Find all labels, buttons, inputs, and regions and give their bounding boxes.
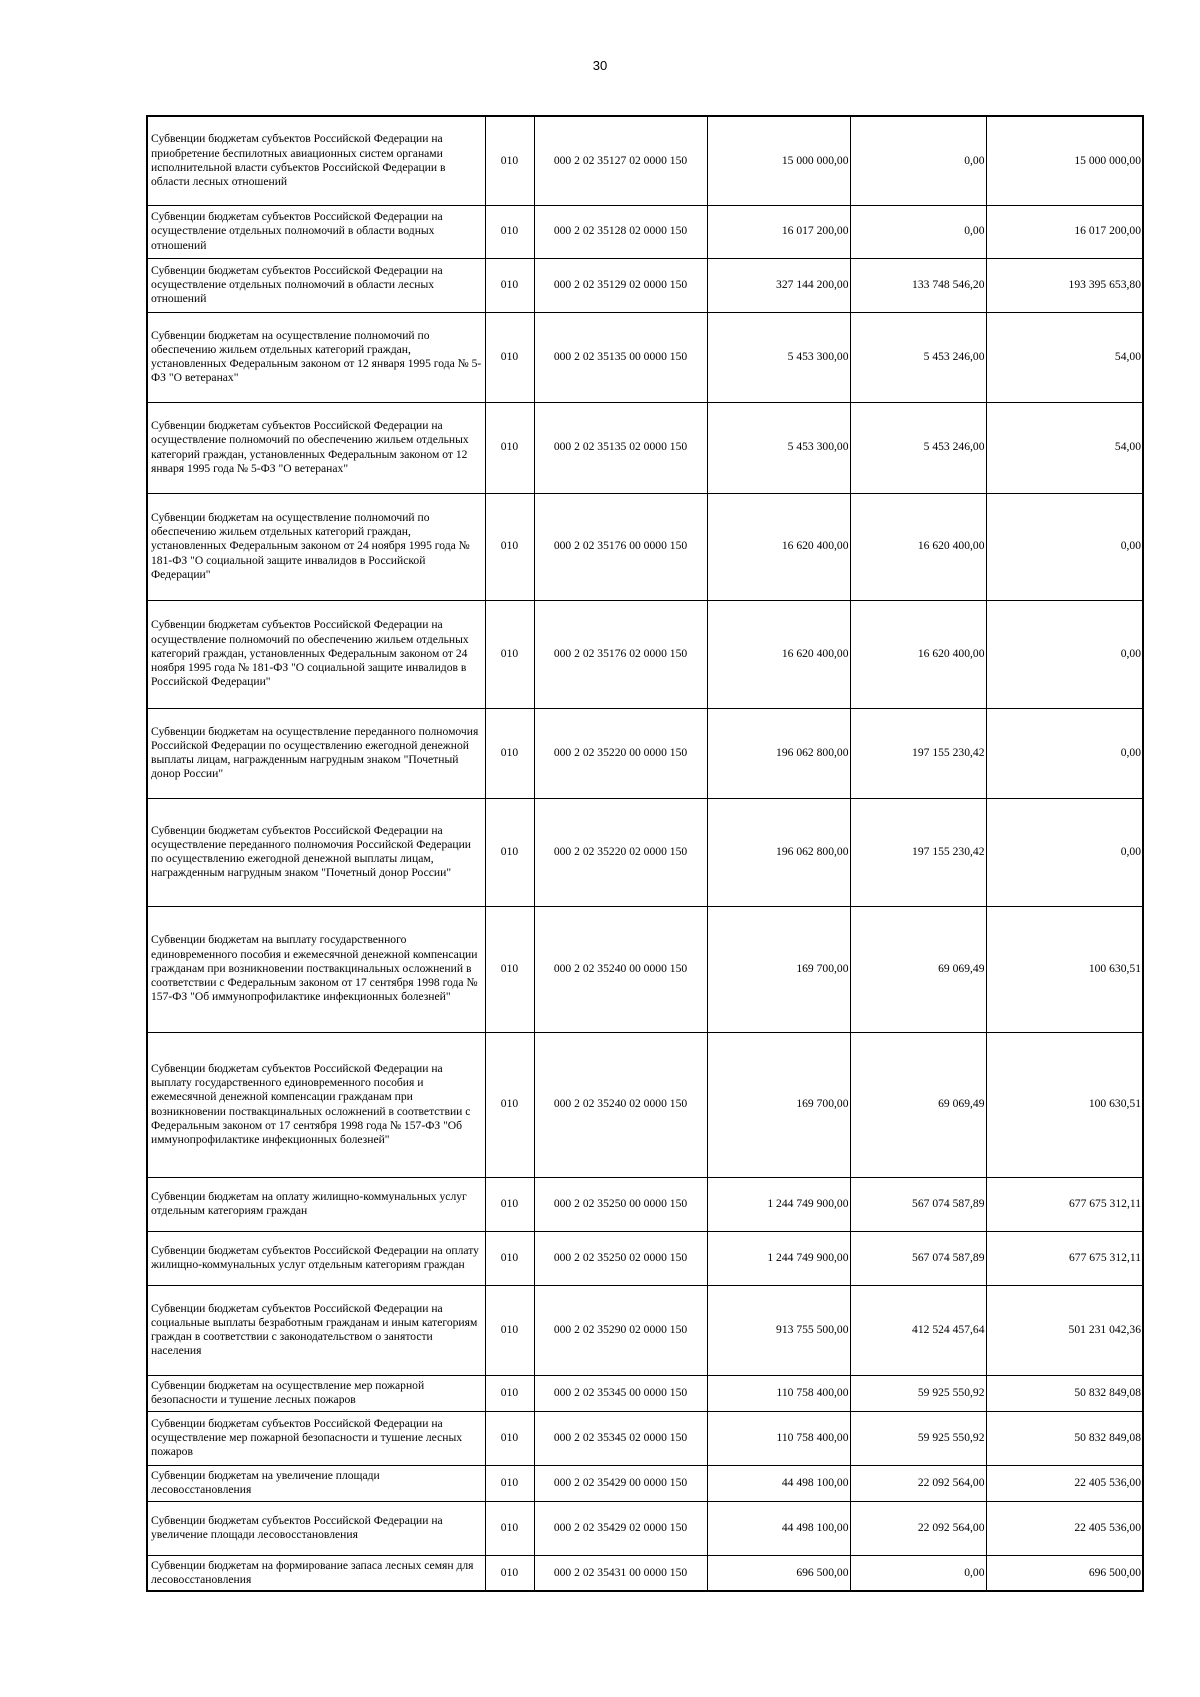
- budget-classification-code: 000 2 02 35429 02 0000 150: [534, 1501, 707, 1555]
- table-row: [147, 402, 1143, 493]
- approved-amount: 327 144 200,00: [707, 258, 850, 312]
- income-name: Субвенции бюджетам на оплату жилищно-коммунальных услуг отдельным категориям граждан: [147, 1177, 485, 1231]
- executed-amount: 412 524 457,64: [850, 1285, 986, 1375]
- income-name: Субвенции бюджетам субъектов Российской Федерации на осуществление отдельных полномочий в области водных отношений: [147, 205, 485, 258]
- budget-classification-code: 000 2 02 35240 00 0000 150: [534, 906, 707, 1032]
- admin-code: 010: [485, 312, 534, 402]
- approved-amount: 913 755 500,00: [707, 1285, 850, 1375]
- table-row: [147, 1501, 1143, 1555]
- income-name: Субвенции бюджетам на осуществление мер пожарной безопасности и тушение лесных пожаров: [147, 1375, 485, 1411]
- executed-amount: 59 925 550,92: [850, 1375, 986, 1411]
- remaining-amount: 54,00: [986, 312, 1143, 402]
- admin-code: 010: [485, 906, 534, 1032]
- remaining-amount: 696 500,00: [986, 1555, 1143, 1591]
- remaining-amount: 54,00: [986, 402, 1143, 493]
- budget-classification-code: 000 2 02 35128 02 0000 150: [534, 205, 707, 258]
- table-row: [147, 1231, 1143, 1285]
- executed-amount: 16 620 400,00: [850, 600, 986, 708]
- admin-code: 010: [485, 708, 534, 798]
- income-name: Субвенции бюджетам на осуществление полномочий по обеспечению жильем отдельных категорий граждан, установленных Федеральным законом от 12 января 1995 года № 5-ФЗ "О ветеранах": [147, 312, 485, 402]
- executed-amount: 197 155 230,42: [850, 798, 986, 906]
- income-name: Субвенции бюджетам субъектов Российской Федерации на осуществление полномочий по обеспечению жильем отдельных категорий граждан, установленных Федеральным законом от 24 ноября 1995 года № 181-ФЗ "О социальной защите инвалидов в Российской Федерации": [147, 600, 485, 708]
- executed-amount: 22 092 564,00: [850, 1501, 986, 1555]
- admin-code: 010: [485, 1177, 534, 1231]
- approved-amount: 16 620 400,00: [707, 600, 850, 708]
- table-row: [147, 708, 1143, 798]
- budget-classification-code: 000 2 02 35135 00 0000 150: [534, 312, 707, 402]
- approved-amount: 15 000 000,00: [707, 116, 850, 205]
- executed-amount: 197 155 230,42: [850, 708, 986, 798]
- table-row: [147, 493, 1143, 600]
- table-row: [147, 1375, 1143, 1411]
- approved-amount: 44 498 100,00: [707, 1501, 850, 1555]
- budget-classification-code: 000 2 02 35176 00 0000 150: [534, 493, 707, 600]
- budget-classification-code: 000 2 02 35250 00 0000 150: [534, 1177, 707, 1231]
- approved-amount: 1 244 749 900,00: [707, 1177, 850, 1231]
- remaining-amount: 16 017 200,00: [986, 205, 1143, 258]
- executed-amount: 0,00: [850, 205, 986, 258]
- budget-classification-code: 000 2 02 35129 02 0000 150: [534, 258, 707, 312]
- budget-classification-code: 000 2 02 35127 02 0000 150: [534, 116, 707, 205]
- remaining-amount: 0,00: [986, 493, 1143, 600]
- approved-amount: 110 758 400,00: [707, 1375, 850, 1411]
- table-row: [147, 798, 1143, 906]
- admin-code: 010: [485, 493, 534, 600]
- executed-amount: 69 069,49: [850, 906, 986, 1032]
- approved-amount: 169 700,00: [707, 1032, 850, 1177]
- budget-classification-code: 000 2 02 35135 02 0000 150: [534, 402, 707, 493]
- remaining-amount: 50 832 849,08: [986, 1375, 1143, 1411]
- table-row: [147, 116, 1143, 205]
- income-name: Субвенции бюджетам на увеличение площади лесовосстановления: [147, 1465, 485, 1501]
- executed-amount: 0,00: [850, 116, 986, 205]
- budget-classification-code: 000 2 02 35250 02 0000 150: [534, 1231, 707, 1285]
- table-row: [147, 600, 1143, 708]
- budget-classification-code: 000 2 02 35176 02 0000 150: [534, 600, 707, 708]
- executed-amount: 59 925 550,92: [850, 1411, 986, 1465]
- table-row: [147, 258, 1143, 312]
- executed-amount: 133 748 546,20: [850, 258, 986, 312]
- budget-classification-code: 000 2 02 35290 02 0000 150: [534, 1285, 707, 1375]
- budget-table-body: [147, 116, 1143, 1591]
- executed-amount: 22 092 564,00: [850, 1465, 986, 1501]
- approved-amount: 110 758 400,00: [707, 1411, 850, 1465]
- income-name: Субвенции бюджетам субъектов Российской Федерации на выплату государственного единовременного пособия и ежемесячной денежной компенсации гражданам при возникновении поствакцинальных осложнений в соответствии с Федеральным законом от 17 сентября 1998 года № 157-ФЗ "Об иммунопрофилактике инфекционных болезней": [147, 1032, 485, 1177]
- admin-code: 010: [485, 1555, 534, 1591]
- income-name: Субвенции бюджетам субъектов Российской Федерации на осуществление отдельных полномочий в области лесных отношений: [147, 258, 485, 312]
- approved-amount: 169 700,00: [707, 906, 850, 1032]
- approved-amount: 44 498 100,00: [707, 1465, 850, 1501]
- remaining-amount: 677 675 312,11: [986, 1177, 1143, 1231]
- executed-amount: 16 620 400,00: [850, 493, 986, 600]
- income-name: Субвенции бюджетам субъектов Российской Федерации на увеличение площади лесовосстановления: [147, 1501, 485, 1555]
- remaining-amount: 193 395 653,80: [986, 258, 1143, 312]
- approved-amount: 16 620 400,00: [707, 493, 850, 600]
- admin-code: 010: [485, 1231, 534, 1285]
- remaining-amount: 501 231 042,36: [986, 1285, 1143, 1375]
- income-name: Субвенции бюджетам на осуществление переданного полномочия Российской Федерации по осуществлению ежегодной денежной выплаты лицам, награжденным нагрудным знаком "Почетный донор России": [147, 708, 485, 798]
- remaining-amount: 100 630,51: [986, 906, 1143, 1032]
- income-name: Субвенции бюджетам на формирование запаса лесных семян для лесовосстановления: [147, 1555, 485, 1591]
- page-number: 30: [592, 58, 608, 73]
- table-row: [147, 1465, 1143, 1501]
- remaining-amount: 22 405 536,00: [986, 1465, 1143, 1501]
- admin-code: 010: [485, 1285, 534, 1375]
- approved-amount: 1 244 749 900,00: [707, 1231, 850, 1285]
- approved-amount: 196 062 800,00: [707, 798, 850, 906]
- budget-classification-code: 000 2 02 35431 00 0000 150: [534, 1555, 707, 1591]
- budget-classification-code: 000 2 02 35345 00 0000 150: [534, 1375, 707, 1411]
- table-row: [147, 1177, 1143, 1231]
- remaining-amount: 677 675 312,11: [986, 1231, 1143, 1285]
- table-row: [147, 205, 1143, 258]
- income-name: Субвенции бюджетам субъектов Российской Федерации на оплату жилищно-коммунальных услуг отдельным категориям граждан: [147, 1231, 485, 1285]
- remaining-amount: 0,00: [986, 798, 1143, 906]
- table-row: [147, 1285, 1143, 1375]
- admin-code: 010: [485, 1411, 534, 1465]
- budget-classification-code: 000 2 02 35220 00 0000 150: [534, 708, 707, 798]
- approved-amount: 16 017 200,00: [707, 205, 850, 258]
- remaining-amount: 22 405 536,00: [986, 1501, 1143, 1555]
- admin-code: 010: [485, 116, 534, 205]
- budget-classification-code: 000 2 02 35240 02 0000 150: [534, 1032, 707, 1177]
- table-row: [147, 312, 1143, 402]
- admin-code: 010: [485, 205, 534, 258]
- executed-amount: 69 069,49: [850, 1032, 986, 1177]
- budget-classification-code: 000 2 02 35345 02 0000 150: [534, 1411, 707, 1465]
- executed-amount: 5 453 246,00: [850, 402, 986, 493]
- remaining-amount: 0,00: [986, 708, 1143, 798]
- remaining-amount: 15 000 000,00: [986, 116, 1143, 205]
- income-name: Субвенции бюджетам субъектов Российской Федерации на осуществление переданного полномочия Российской Федерации по осуществлению ежегодной денежной выплаты лицам, награжденным нагрудным знаком "Почетный донор России": [147, 798, 485, 906]
- executed-amount: 0,00: [850, 1555, 986, 1591]
- admin-code: 010: [485, 1501, 534, 1555]
- budget-classification-code: 000 2 02 35220 02 0000 150: [534, 798, 707, 906]
- approved-amount: 5 453 300,00: [707, 312, 850, 402]
- admin-code: 010: [485, 402, 534, 493]
- budget-classification-code: 000 2 02 35429 00 0000 150: [534, 1465, 707, 1501]
- budget-table: [146, 115, 1144, 1592]
- approved-amount: 696 500,00: [707, 1555, 850, 1591]
- income-name: Субвенции бюджетам субъектов Российской Федерации на приобретение беспилотных авиационных систем органами исполнительной власти субъектов Российской Федерации в области лесных отношений: [147, 116, 485, 205]
- approved-amount: 196 062 800,00: [707, 708, 850, 798]
- table-row: [147, 1411, 1143, 1465]
- income-name: Субвенции бюджетам субъектов Российской Федерации на социальные выплаты безработным гражданам и иным категориям граждан в соответствии с законодательством о занятости населения: [147, 1285, 485, 1375]
- executed-amount: 567 074 587,89: [850, 1177, 986, 1231]
- admin-code: 010: [485, 258, 534, 312]
- admin-code: 010: [485, 798, 534, 906]
- approved-amount: 5 453 300,00: [707, 402, 850, 493]
- income-name: Субвенции бюджетам на осуществление полномочий по обеспечению жильем отдельных категорий граждан, установленных Федеральным законом от 24 ноября 1995 года № 181-ФЗ "О социальной защите инвалидов в Российской Федерации": [147, 493, 485, 600]
- executed-amount: 5 453 246,00: [850, 312, 986, 402]
- remaining-amount: 100 630,51: [986, 1032, 1143, 1177]
- income-name: Субвенции бюджетам субъектов Российской Федерации на осуществление полномочий по обеспечению жильем отдельных категорий граждан, установленных Федеральным законом от 12 января 1995 года № 5-ФЗ "О ветеранах": [147, 402, 485, 493]
- remaining-amount: 0,00: [986, 600, 1143, 708]
- table-row: [147, 906, 1143, 1032]
- table-row: [147, 1555, 1143, 1591]
- remaining-amount: 50 832 849,08: [986, 1411, 1143, 1465]
- income-name: Субвенции бюджетам на выплату государственного единовременного пособия и ежемесячной денежной компенсации гражданам при возникновении поствакцинальных осложнений в соответствии с Федеральным законом от 17 сентября 1998 года № 157-ФЗ "Об иммунопрофилактике инфекционных болезней": [147, 906, 485, 1032]
- admin-code: 010: [485, 600, 534, 708]
- income-name: Субвенции бюджетам субъектов Российской Федерации на осуществление мер пожарной безопасности и тушение лесных пожаров: [147, 1411, 485, 1465]
- executed-amount: 567 074 587,89: [850, 1231, 986, 1285]
- admin-code: 010: [485, 1375, 534, 1411]
- admin-code: 010: [485, 1465, 534, 1501]
- table-row: [147, 1032, 1143, 1177]
- admin-code: 010: [485, 1032, 534, 1177]
